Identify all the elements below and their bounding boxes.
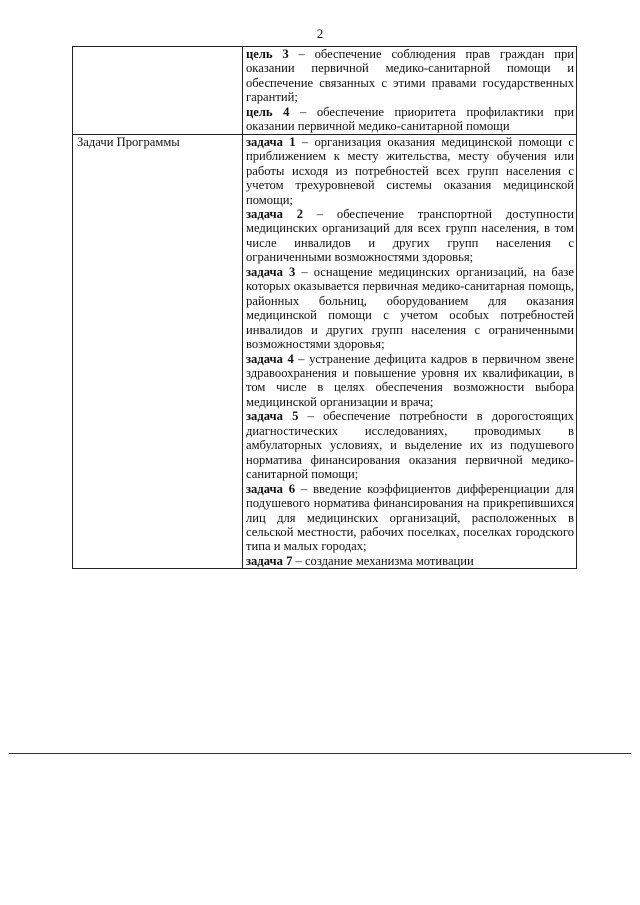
- task-1-keyword: задача 1: [246, 134, 296, 149]
- task-6-keyword: задача 6: [246, 481, 296, 496]
- task-7-entry: [246, 554, 574, 568]
- goal-3-text: – обеспечение соблюдения прав граждан при оказании первичной медико-санитарной помощи и обеспечение связанных с этими правами государственных гарантий;: [246, 47, 574, 105]
- task-5-text: – обеспечение потребности в дорогостоящих диагностических исследованиях, проводимых в амбулаторных условиях, и выделение их из подушевого норматива финансирования оказания первичной медико-санитарной помощи;: [246, 409, 574, 482]
- footer-divider: [9, 753, 631, 754]
- goal-4-entry: [246, 105, 574, 134]
- task-7-keyword: задача 7: [246, 553, 293, 568]
- table-row-goals: [73, 47, 577, 135]
- goal-4-text: – обеспечение приоритета профилактики при оказании первичной медико-санитарной помощи: [246, 104, 574, 134]
- row-label-empty: [73, 47, 243, 135]
- goal-4-keyword: цель 4: [246, 104, 290, 119]
- tasks-cell: [243, 134, 577, 569]
- task-6-entry: [246, 482, 574, 554]
- row-label-tasks: Задачи Программы: [73, 134, 243, 569]
- task-2-entry: [246, 207, 574, 265]
- task-2-keyword: задача 2: [246, 206, 304, 221]
- task-6-text: – введение коэффициентов дифференциации для подушевого норматива финансирования на прикрепившихся лиц для медицинских организаций, расположенных в сельской местности, рабочих поселках, поселках городского типа и малых городах;: [246, 481, 574, 554]
- task-7-text: – создание механизма мотивации: [292, 553, 474, 568]
- goal-3-entry: [246, 47, 574, 105]
- task-3-entry: [246, 265, 574, 352]
- page-number: 2: [316, 26, 324, 41]
- task-4-text: – устранение дефицита кадров в первичном звене здравоохранения и повышение уровня их квалификации, в том числе в целях обеспечения возможности выбора медицинской организации и врача;: [246, 351, 574, 409]
- task-5-entry: [246, 409, 574, 481]
- task-3-keyword: задача 3: [246, 264, 296, 279]
- goals-cell: [243, 47, 577, 135]
- task-1-text: – организация оказания медицинской помощи с приближением к месту жительства, месту обучения или работы исходя из потребностей всех групп населения с учетом трехуровневой системы оказания медицинской помощи;: [246, 134, 574, 207]
- task-2-text: – обеспечение транспортной доступности медицинских организаций для всех групп населения, в том числе инвалидов и других групп населения с ограниченными возможностями здоровья;: [246, 206, 574, 265]
- task-3-text: – оснащение медицинских организаций, на базе которых оказывается первичная медико-санитарная помощь, районных больниц, оборудованием для оказания медицинской помощи с учетом особых потребностей инвалидов и других групп населения с ограниченными возможностями здоровья;: [246, 264, 574, 352]
- program-passport-table: [72, 46, 577, 569]
- goal-3-keyword: цель 3: [246, 47, 289, 61]
- table-row-tasks: [73, 134, 577, 569]
- task-4-keyword: задача 4: [246, 351, 294, 366]
- task-1-entry: [246, 135, 574, 207]
- task-5-keyword: задача 5: [246, 409, 299, 424]
- task-4-entry: [246, 352, 574, 410]
